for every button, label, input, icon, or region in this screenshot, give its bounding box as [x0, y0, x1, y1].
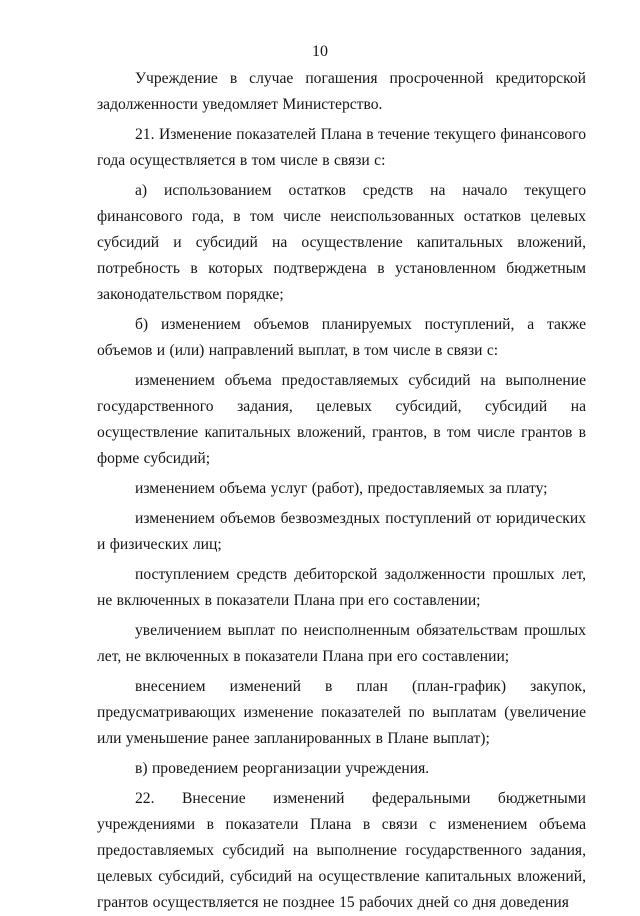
paragraph-gratuitous-receipts-change: изменением объемов безвозмездных поступлений от юридических и физических лиц; [97, 510, 586, 553]
paragraph-subsidy-volume-change: изменением объема предоставляемых субсидий на выполнение государственного задания, целевых субсидий, субсидий на осуществление капитальных вложений, грантов, в том числе грантов в форме субсидий; [97, 372, 586, 467]
document-body [97, 66, 586, 916]
paragraph-21a-remaining-funds: а) использованием остатков средств на начало текущего финансового года, в том числе неиспользованных остатков целевых субсидий и субсидий на осуществление капитальных вложений, потребность в которых подтверждена в установленном бюджетным законодательством порядке; [97, 182, 586, 303]
paragraph-unfulfilled-obligations: увеличением выплат по неисполненным обязательствам прошлых лет, не включенных в показатели Плана при его составлении; [97, 622, 586, 665]
paragraph-procurement-plan-changes: внесением изменений в план (план-график) закупок, предусматривающих изменение показателей по выплатам (увеличение или уменьшение ранее запланированных в Плане выплат); [97, 678, 586, 747]
paragraph-21v-reorganization: в) проведением реорганизации учреждения. [135, 760, 430, 777]
paragraph-paid-services-change: изменением объема услуг (работ), предоставляемых за плату; [135, 480, 548, 497]
paragraph-22-federal-institutions: 22. Внесение изменений федеральными бюджетными учреждениями в показатели Плана в связи с изменением объема предоставляемых субсидий на выполнение государственного задания, целевых субсидий, субсидий на осуществление капитальных вложений, грантов осуществляется не позднее 15 рабочих дней со дня доведения [97, 790, 586, 911]
paragraph-receivables-receipt: поступлением средств дебиторской задолженности прошлых лет, не включенных в показатели Плана при его составлении; [97, 566, 586, 609]
paragraph-creditor-debt-notice: Учреждение в случае погашения просроченной кредиторской задолженности уведомляет Министерство. [97, 70, 586, 113]
page-number: 10 [312, 43, 328, 60]
paragraph-21-plan-changes: 21. Изменение показателей Плана в течение текущего финансового года осуществляется в том числе в связи с: [97, 126, 586, 169]
paragraph-21b-planned-receipts: б) изменением объемов планируемых поступлений, а также объемов и (или) направлений выплат, в том числе в связи с: [97, 316, 586, 359]
